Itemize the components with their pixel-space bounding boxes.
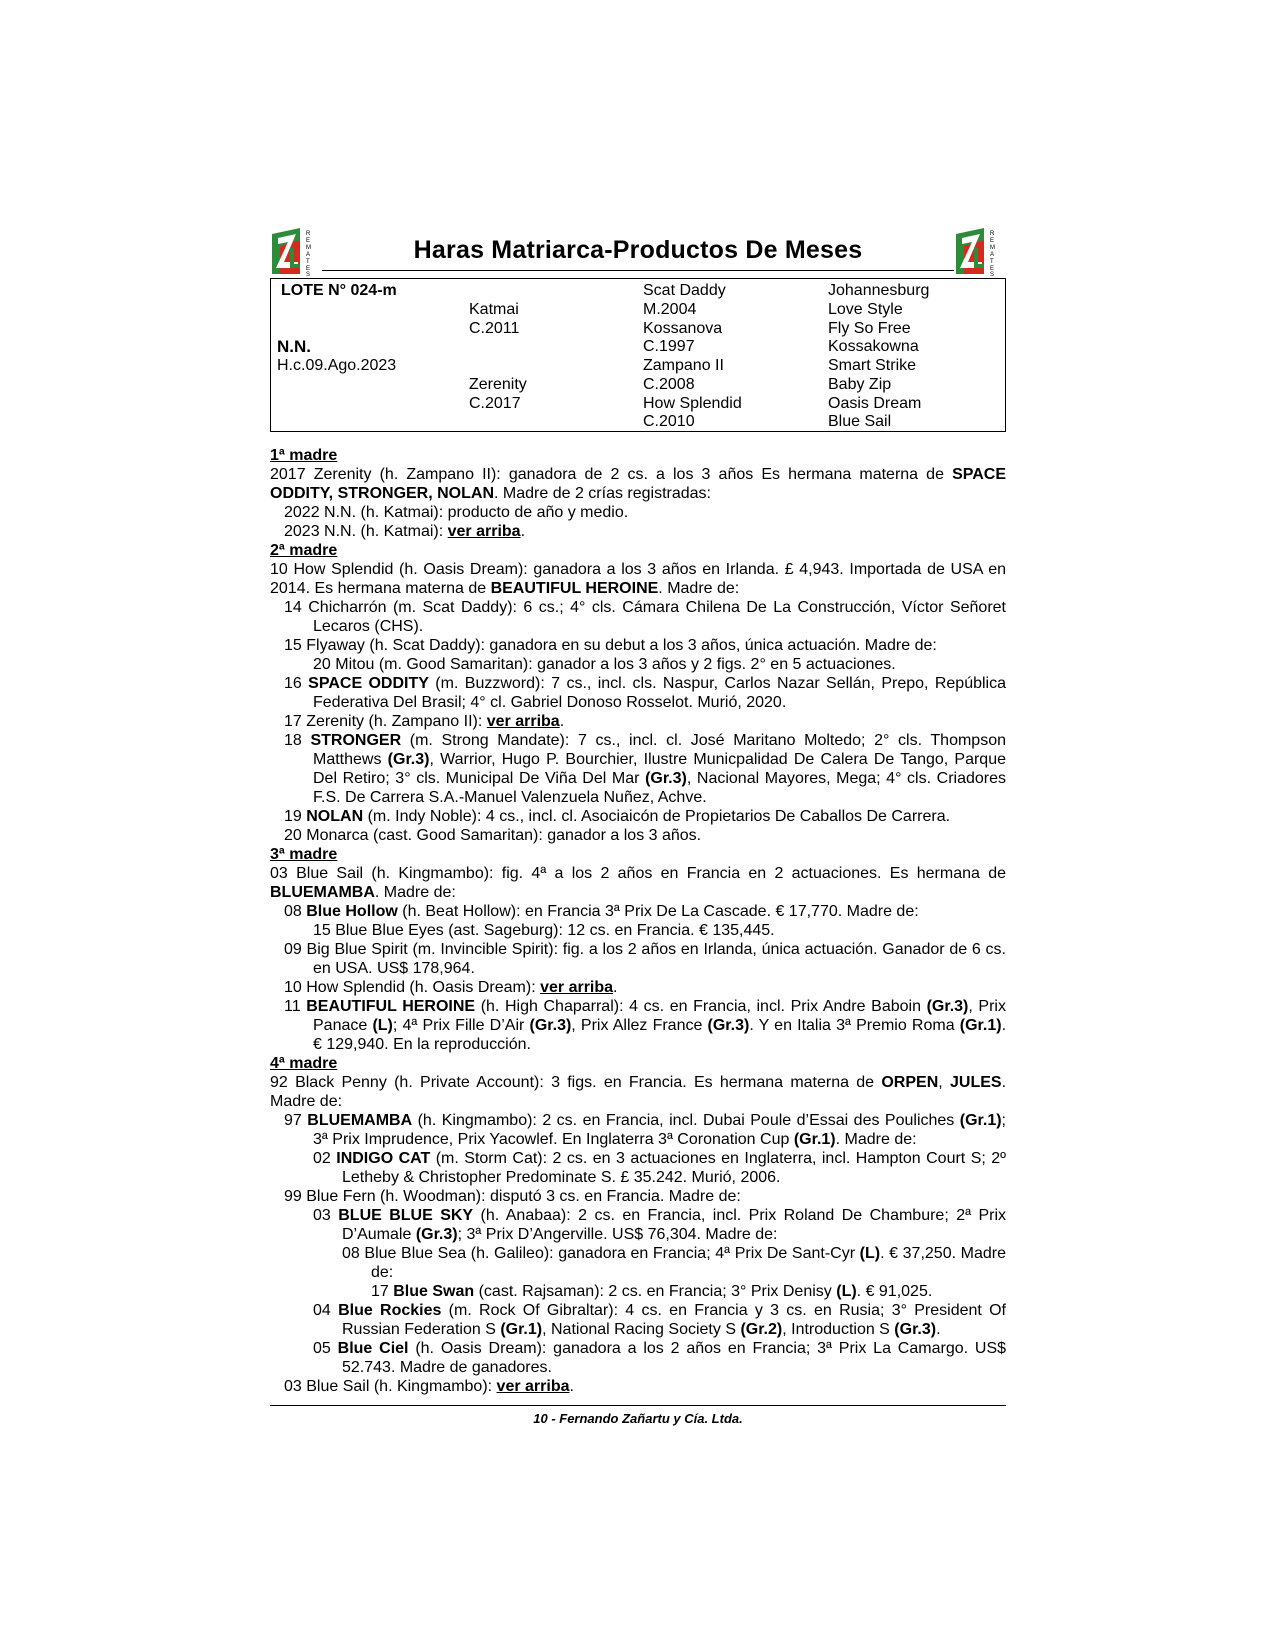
- zl-remates-logo-icon: [270, 226, 322, 276]
- sire-name: Katmai: [469, 301, 519, 318]
- produce-entry: 17 Zerenity (h. Zampano II): ver arriba.: [284, 713, 565, 730]
- produce-entry: 03 Blue Sail (h. Kingmambo): ver arriba.: [284, 1378, 574, 1395]
- produce-entry: 10 How Splendid (h. Oasis Dream): ver arriba.: [284, 979, 618, 996]
- pedigree-g2: C.2010: [643, 413, 695, 430]
- svg-text:A: A: [306, 252, 311, 258]
- lot-label: LOTE N° 024-m: [281, 282, 397, 299]
- produce-entry: 16 SPACE ODDITY (m. Buzzword): 7 cs., incl. cls. Naspur, Carlos Nazar Sellán, Prepo, República Federativa Del Brasil; 4° cl. Gabriel Donoso Rosselot. Murió, 2020.: [284, 675, 1007, 711]
- family-paragraph: 92 Black Penny (h. Private Account): 3 figs. en Francia. Es hermana materna de ORPEN, JULES. Madre de:: [270, 1074, 1007, 1110]
- document-page: [270, 226, 1006, 1426]
- dam-info: C.2017: [469, 395, 521, 412]
- produce-entry: 02 INDIGO CAT (m. Storm Cat): 2 cs. en 3 actuaciones en Inglaterra, incl. Hampton Court S; 2º Letheby & Christopher Predominate S. £ 35.242. Murió, 2006.: [313, 1150, 1007, 1186]
- pedigree-g2: How Splendid: [643, 395, 742, 412]
- dam-name: Zerenity: [469, 376, 527, 393]
- svg-text:S: S: [306, 272, 311, 276]
- svg-text:E: E: [306, 266, 311, 272]
- ver-arriba-link[interactable]: ver arriba: [540, 979, 614, 996]
- section-heading: 3ª madre: [270, 846, 338, 863]
- svg-text:T: T: [990, 259, 994, 265]
- pedigree-g3: Johannesburg: [828, 282, 930, 299]
- produce-entry: 99 Blue Fern (h. Woodman): disputó 3 cs. en Francia. Madre de:: [284, 1188, 741, 1205]
- produce-entry: 17 Blue Swan (cast. Rajsaman): 2 cs. en Francia; 3° Prix Denisy (L). € 91,025.: [371, 1283, 933, 1300]
- svg-text:E: E: [990, 238, 995, 244]
- pedigree-g3: Kossakowna: [828, 338, 919, 355]
- produce-entry: 2023 N.N. (h. Katmai): ver arriba.: [284, 523, 526, 540]
- svg-text:E: E: [306, 238, 311, 244]
- section-heading: 4ª madre: [270, 1055, 338, 1072]
- ver-arriba-link[interactable]: ver arriba: [447, 523, 521, 540]
- svg-text:E: E: [990, 266, 995, 272]
- svg-text:R: R: [990, 231, 995, 237]
- sire-info: C.2011: [469, 320, 520, 337]
- produce-entry: 04 Blue Rockies (m. Rock Of Gibraltar): 4 cs. en Francia y 3 cs. en Rusia; 3° President Of Russian Federation S (Gr.1), National Racing Society S (Gr.2), Introduction S (Gr.3).: [313, 1302, 1007, 1338]
- pedigree-g3: Love Style: [828, 301, 903, 318]
- horse-details: H.c.09.Ago.2023: [277, 357, 397, 374]
- pedigree-g2: M.2004: [643, 301, 697, 318]
- page-title: Haras Matriarca-Productos De Meses: [413, 236, 863, 264]
- produce-entry: 15 Flyaway (h. Scat Daddy): ganadora en su debut a los 3 años, única actuación. Madre de:: [284, 637, 937, 654]
- pedigree-g3: Baby Zip: [828, 376, 892, 393]
- svg-text:R: R: [306, 231, 311, 237]
- produce-entry: 18 STRONGER (m. Strong Mandate): 7 cs., incl. cl. José Maritano Moltedo; 2° cls. Thompson Matthews (Gr.3), Warrior, Hugo P. Bourchier, Ilustre Municpalidad De Calera De Tango, Parque Del Retiro; 3° cls. Municipal De Viña Del Mar (Gr.3), Nacional Mayores, Mega; 4° cls. Criadores F.S. De Carrera S.A.-Manuel Valenzuela Nuñez, Achve.: [284, 732, 1007, 806]
- pedigree-g2: C.1997: [643, 338, 695, 355]
- ver-arriba-link[interactable]: ver arriba: [486, 713, 560, 730]
- pedigree-g3: Blue Sail: [828, 413, 892, 430]
- pedigree-table: [270, 278, 1006, 432]
- pedigree-g2: C.2008: [643, 376, 695, 393]
- family-paragraph: 10 How Splendid (h. Oasis Dream): ganadora a los 3 años en Irlanda. £ 4,943. Importada de USA en 2014. Es hermana materna de BEAUTIFUL HEROINE. Madre de:: [270, 561, 1006, 597]
- pedigree-g2: Scat Daddy: [643, 282, 726, 299]
- family-paragraph: 2017 Zerenity (h. Zampano II): ganadora de 2 cs. a los 3 años Es hermana materna de SPACE ODDITY, STRONGER, NOLAN. Madre de 2 crías registradas:: [270, 466, 1006, 502]
- horse-name: N.N.: [277, 337, 311, 356]
- produce-entry: 2022 N.N. (h. Katmai): producto de año y medio.: [284, 504, 629, 521]
- produce-entry: 05 Blue Ciel (h. Oasis Dream): ganadora a los 2 años en Francia; 3ª Prix La Camargo. US$ 52.743. Madre de ganadores.: [313, 1340, 1007, 1376]
- section-heading: 1ª madre: [270, 447, 338, 464]
- produce-entry: 08 Blue Blue Sea (h. Galileo): ganadora en Francia; 4ª Prix De Sant-Cyr (L). € 37,250. Madre de:: [342, 1245, 1006, 1281]
- section-heading: 2ª madre: [270, 542, 338, 559]
- produce-entry: 15 Blue Blue Eyes (ast. Sageburg): 12 cs. en Francia. € 135,445.: [313, 922, 775, 939]
- produce-entry: 11 BEAUTIFUL HEROINE (h. High Chaparral): 4 cs. en Francia, incl. Prix Andre Baboin (Gr.3), Prix Panace (L); 4ª Prix Fille D’Air (Gr.3), Prix Allez France (Gr.3). Y en Italia 3ª Premio Roma (Gr.1). € 129,940. En la reproducción.: [284, 998, 1007, 1053]
- svg-text:T: T: [306, 259, 310, 265]
- produce-entry: 03 BLUE BLUE SKY (h. Anabaa): 2 cs. en Francia, incl. Prix Roland De Chambure; 2ª Prix D’Aumale (Gr.3); 3ª Prix D’Angerville. US$ 76,304. Madre de:: [313, 1207, 1007, 1243]
- pedigree-g2: Kossanova: [643, 320, 723, 337]
- produce-entry: 19 NOLAN (m. Indy Noble): 4 cs., incl. cl. Asociaicón de Propietarios De Caballos De Carrera.: [284, 808, 951, 825]
- zl-remates-logo-icon: [954, 226, 1006, 276]
- svg-text:M: M: [306, 245, 311, 251]
- page-header: [270, 226, 1006, 278]
- pedigree-g2: Zampano II: [643, 357, 724, 374]
- family-paragraph: 03 Blue Sail (h. Kingmambo): fig. 4ª a los 2 años en Francia en 2 actuaciones. Es hermana de BLUEMAMBA. Madre de:: [270, 865, 1006, 901]
- produce-entry: 09 Big Blue Spirit (m. Invincible Spirit): fig. a los 2 años en Irlanda, única actuación. Ganador de 6 cs. en USA. US$ 178,964.: [284, 941, 1006, 977]
- header-divider: [322, 270, 954, 271]
- produce-entry: 08 Blue Hollow (h. Beat Hollow): en Francia 3ª Prix De La Cascade. € 17,770. Madre de:: [284, 903, 919, 920]
- svg-text:M: M: [990, 245, 995, 251]
- pedigree-g3: Oasis Dream: [828, 395, 922, 412]
- svg-text:A: A: [990, 252, 995, 258]
- produce-entry: 20 Mitou (m. Good Samaritan): ganador a los 3 años y 2 figs. 2° en 5 actuaciones.: [313, 656, 896, 673]
- pedigree-g3: Fly So Free: [828, 320, 911, 337]
- produce-entry: 97 BLUEMAMBA (h. Kingmambo): 2 cs. en Francia, incl. Dubai Poule d’Essai des Pouliches (Gr.1); 3ª Prix Imprudence, Prix Yacowlef. En Inglaterra 3ª Coronation Cup (Gr.1). Madre de:: [284, 1112, 1006, 1148]
- svg-text:S: S: [990, 272, 995, 276]
- pedigree-g3: Smart Strike: [828, 357, 917, 374]
- produce-entry: 20 Monarca (cast. Good Samaritan): ganador a los 3 años.: [284, 827, 702, 844]
- produce-entry: 14 Chicharrón (m. Scat Daddy): 6 cs.; 4° cls. Cámara Chilena De La Construcción, Víctor Señoret Lecaros (CHS).: [284, 599, 1006, 635]
- family-body: [270, 446, 1006, 1396]
- page-footer: 10 - Fernando Zañartu y Cía. Ltda.: [533, 1411, 743, 1426]
- footer-divider: [270, 1405, 1006, 1406]
- ver-arriba-link[interactable]: ver arriba: [496, 1378, 570, 1395]
